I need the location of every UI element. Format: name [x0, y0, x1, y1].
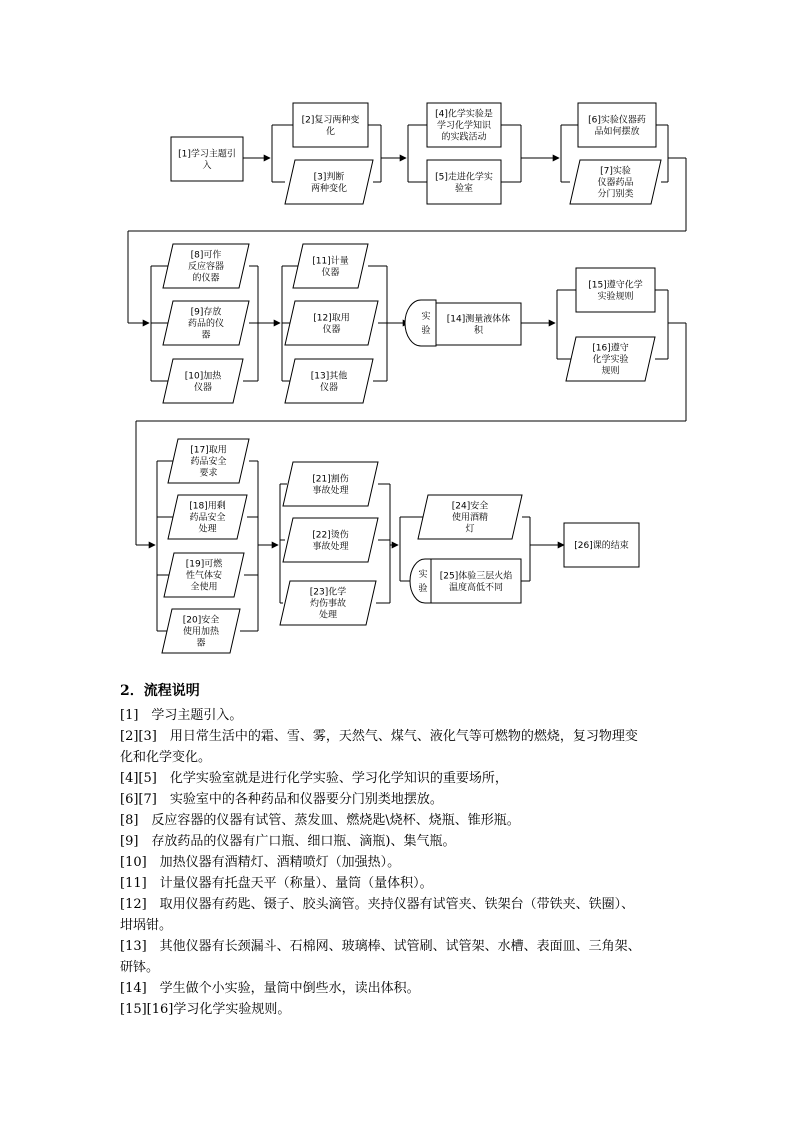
experiment-shape-b	[410, 559, 431, 603]
flow-node-text: 药品的仪	[187, 319, 225, 329]
flow-node-text: [7]实验	[600, 166, 631, 177]
description-line: [14] 学生做个小实验，量筒中倒些水，读出体积。	[120, 981, 420, 996]
flow-node-text: 温度高低不同	[448, 582, 504, 593]
flow-node-text: [1]学习主题引	[178, 149, 236, 160]
flow-node-text: [11]计量	[312, 256, 349, 267]
flow-node-text: 要求	[199, 468, 218, 479]
flow-node-text: 的仪器	[192, 273, 220, 284]
flow-node-n24	[418, 495, 522, 539]
flow-node-text: 使用酒精	[451, 513, 489, 523]
flow-node-n10	[163, 359, 243, 403]
flow-node-text: 学习化学知识	[436, 121, 492, 131]
flow-node-text: 化学实验	[592, 355, 629, 365]
description-line: [4][5] 化学实验室就是进行化学实验、学习化学知识的重要场所，	[120, 771, 508, 786]
flow-node-text: 灯	[465, 524, 475, 535]
flow-node-text: [19]可燃	[185, 559, 223, 570]
flow-node-n3	[285, 160, 373, 204]
experiment-shape-a	[405, 300, 436, 346]
flow-node-n15	[576, 268, 655, 312]
flow-node-text: [21]割伤	[312, 474, 349, 485]
flow-node-text: 反应容器	[187, 262, 225, 272]
flow-node-text: 处理	[318, 610, 338, 621]
flow-node-n2	[293, 103, 368, 147]
flow-node-text: [13]其他	[310, 371, 348, 382]
flow-node-text: 分门别类	[597, 189, 634, 200]
flow-node-text: 处理	[198, 524, 217, 535]
flow-node-text: 事故处理	[312, 485, 349, 496]
section-heading: 2．流程说明	[120, 683, 200, 699]
flow-node-text: [14]测量液体体	[446, 314, 511, 325]
description-line: [10] 加热仪器有酒精灯、酒精喷灯（加强热）。	[120, 855, 401, 870]
flow-node-n18	[168, 495, 247, 539]
flow-node-n19	[164, 553, 244, 597]
flow-node-text: 事故处理	[312, 541, 349, 552]
flow-node-text: [18]用剩	[189, 501, 226, 512]
flow-node-n16	[566, 337, 655, 381]
description-line: [9] 存放药品的仪器有广口瓶、细口瓶、滴瓶)、集气瓶。	[120, 834, 456, 849]
flow-node-text: 药品安全	[189, 513, 226, 523]
flow-node-text: 器	[201, 330, 211, 341]
description-list	[120, 705, 700, 1020]
flow-node-n22	[283, 518, 378, 562]
flow-node-text: [24]安全	[451, 501, 489, 512]
flow-node-text: [9]存放	[190, 307, 222, 318]
flow-node-text: 仪器药品	[597, 178, 634, 188]
flow-node-text: 性气体安	[185, 571, 223, 581]
flow-node-n11	[293, 244, 368, 288]
flow-node-n6	[578, 103, 656, 147]
flow-node-n8	[163, 244, 249, 288]
description-line: [15][16]学习化学实验规则。	[120, 1002, 291, 1017]
flow-node-text: [15]遵守化学	[588, 280, 643, 291]
description-line: [2][3] 用日常生活中的霜、雪、雾，天然气、煤气、液化气等可燃物的燃烧，复习物理变	[120, 729, 638, 744]
flow-node-text: 实验规则	[597, 291, 634, 302]
flow-node-n23	[280, 581, 376, 625]
flow-node-n21	[283, 462, 378, 506]
description-line: 研钵。	[120, 960, 160, 975]
flow-node-text: 使用加热	[182, 627, 220, 637]
flow-node-text: 灼伤事故	[309, 599, 347, 609]
description-line: [6][7] 实验室中的各种药品和仪器要分门别类地摆放。	[120, 792, 443, 807]
flow-node-text: [3]判断	[313, 172, 345, 183]
process-description	[120, 680, 700, 1020]
description-line: [11] 计量仪器有托盘天平（称量）、量筒（量体积）。	[120, 876, 433, 891]
description-line: [8] 反应容器的仪器有试管、蒸发皿、燃烧匙\烧杯、烧瓶、锥形瓶。	[120, 813, 520, 828]
flow-node-text: [6]实验仪器药	[588, 115, 646, 126]
flow-node-text: 药品安全	[190, 457, 227, 467]
flow-node-text: [25]体验三层火焰	[439, 571, 513, 582]
flow-node-text: 规则	[601, 366, 620, 377]
flow-node-text: 仪器	[193, 382, 213, 393]
flow-node-text: [26]课的结束	[574, 541, 629, 551]
flow-node-text: 器	[196, 638, 206, 649]
flow-node-text: [10]加热	[184, 371, 222, 382]
flow-node-text: 的实践活动	[441, 132, 487, 143]
flow-node-text: [5]走进化学实	[435, 172, 493, 183]
flow-node-n9	[163, 301, 249, 345]
flow-node-n5	[427, 160, 501, 204]
flow-node-text: 化	[325, 126, 336, 137]
flow-node-text: [17]取用	[190, 445, 227, 456]
flow-node-n20	[162, 609, 240, 653]
description-line: 坩埚钳。	[120, 918, 173, 933]
flow-node-text: 仪器	[321, 267, 340, 278]
flow-node-text: 全使用	[190, 582, 218, 593]
flow-node-n4	[427, 103, 501, 147]
flow-node-text: [23]化学	[309, 587, 347, 598]
experiment-label-a-1: 实	[421, 312, 431, 322]
description-line: [1] 学习主题引入。	[120, 708, 243, 723]
flow-node-n17	[168, 439, 249, 483]
flow-node-n25	[431, 559, 521, 603]
flow-node-text: [12]取用	[313, 313, 350, 324]
flow-node-text: [8]可作	[190, 250, 222, 261]
flow-node-n14	[436, 303, 521, 345]
flow-node-text: 仪器	[322, 324, 341, 335]
flow-node-text: 两种变化	[310, 183, 348, 194]
description-line: [12] 取用仪器有药匙、镊子、胶头滴管。夹持仪器有试管夹、铁架台（带铁夹、铁圈）、	[120, 897, 635, 912]
flow-node-text: [4]化学实验是	[435, 109, 493, 120]
description-line: 化和化学变化。	[120, 750, 212, 765]
flow-node-n13	[285, 359, 373, 403]
experiment-label-a-2: 验	[421, 326, 431, 336]
flow-node-text: 仪器	[319, 382, 339, 393]
flow-node-n1	[171, 137, 243, 181]
description-line: [13] 其他仪器有长颈漏斗、石棉网、玻璃棒、试管刷、试管架、水槽、表面皿、三角架、	[120, 939, 641, 954]
flow-node-text: 品如何摆放	[594, 126, 640, 137]
flow-node-n26	[564, 523, 639, 567]
flow-node-text: [20]安全	[182, 615, 220, 626]
flow-node-text: [22]烫伤	[312, 530, 349, 541]
flow-node-text: 积	[473, 325, 484, 336]
flow-node-text: [16]遵守	[592, 343, 629, 354]
flow-node-text: 验室	[454, 183, 474, 194]
flow-node-n7	[570, 160, 661, 204]
experiment-label-b-2: 验	[418, 584, 428, 594]
flow-node-n12	[285, 301, 378, 345]
flow-node-text: [2]复习两种变	[301, 115, 360, 126]
experiment-label-b-1: 实	[418, 570, 428, 580]
flow-node-text: 入	[202, 160, 212, 171]
